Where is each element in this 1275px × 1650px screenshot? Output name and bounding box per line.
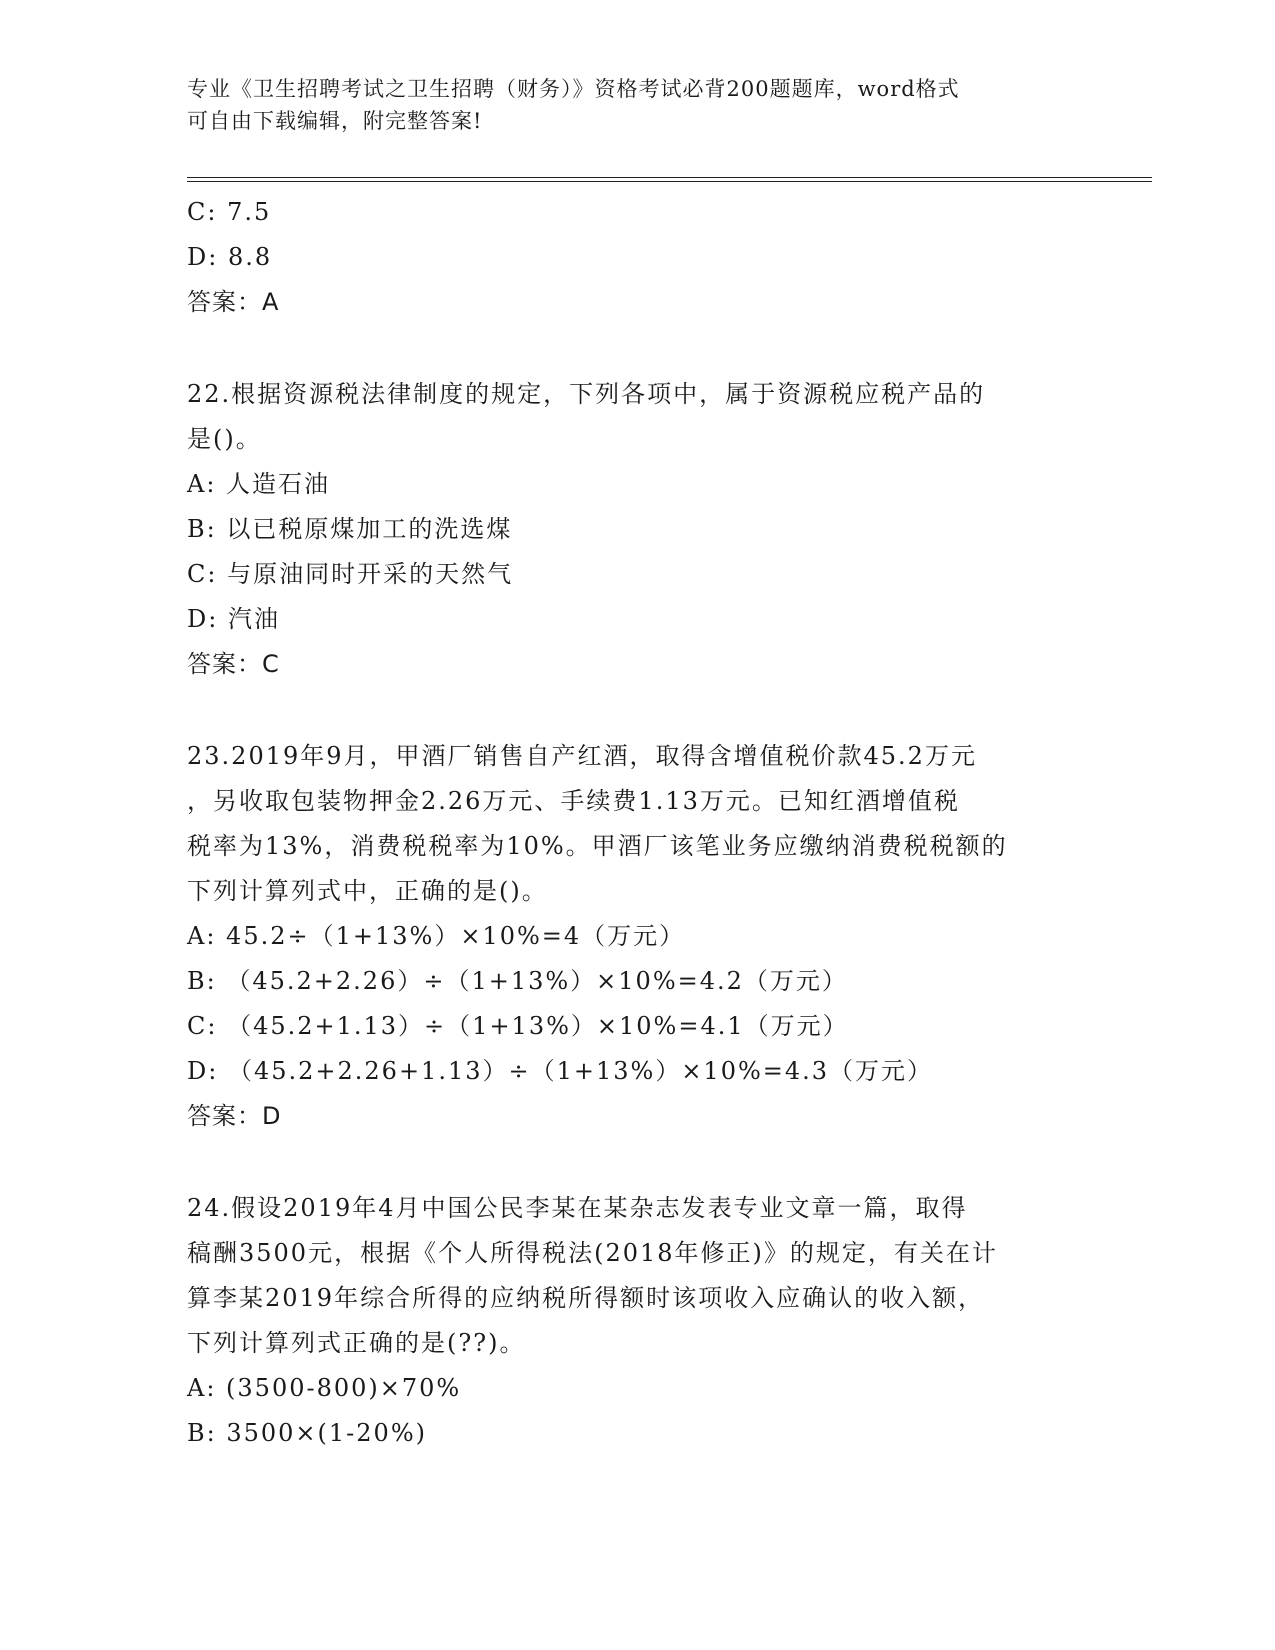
answer-line: 答案：A bbox=[187, 288, 280, 316]
question-stem-line: 24.假设2019年4月中国公民李某在某杂志发表专业文章一篇，取得 bbox=[187, 1194, 968, 1222]
question-stem-line: 稿酬3500元，根据《个人所得税法(2018年修正)》的规定，有关在计 bbox=[187, 1239, 998, 1267]
question-stem-line: 22.根据资源税法律制度的规定，下列各项中，属于资源税应税产品的 bbox=[187, 380, 986, 408]
question-stem-line: 是()。 bbox=[187, 425, 262, 453]
option-b: B: 以已税原煤加工的洗选煤 bbox=[187, 515, 513, 543]
header-divider-bottom bbox=[187, 181, 1152, 182]
option-a: A: (3500-800)×70% bbox=[187, 1374, 462, 1402]
header-line-1: 专业《卫生招聘考试之卫生招聘（财务）》资格考试必背200题题库，word格式 bbox=[187, 77, 960, 101]
option-c: C: （45.2+1.13）÷（1+13%）×10%=4.1（万元） bbox=[187, 1012, 849, 1040]
question-23 bbox=[187, 734, 1087, 1139]
question-24 bbox=[187, 1186, 1087, 1456]
header-divider-top bbox=[187, 177, 1152, 178]
option-b: B: 3500×(1-20%) bbox=[187, 1419, 427, 1447]
option-b: B: （45.2+2.26）÷（1+13%）×10%=4.2（万元） bbox=[187, 967, 848, 995]
question-stem-line: 算李某2019年综合所得的应纳税所得额时该项收入应确认的收入额， bbox=[187, 1284, 985, 1312]
header-line-2: 可自由下载编辑，附完整答案! bbox=[187, 109, 483, 133]
option-d: D: 8.8 bbox=[187, 243, 273, 271]
answer-line: 答案：C bbox=[187, 650, 280, 678]
option-c: C: 7.5 bbox=[187, 198, 272, 226]
question-stem-line: 23.2019年9月，甲酒厂销售自产红酒，取得含增值税价款45.2万元 bbox=[187, 742, 977, 770]
option-c: C: 与原油同时开采的天然气 bbox=[187, 560, 514, 588]
answer-line: 答案：D bbox=[187, 1102, 282, 1130]
question-stem-line: 下列计算列式正确的是(??)。 bbox=[187, 1329, 526, 1357]
document-header bbox=[187, 73, 1087, 137]
question-22 bbox=[187, 372, 1087, 687]
question-stem-line: ，另收取包装物押金2.26万元、手续费1.13万元。已知红酒增值税 bbox=[187, 787, 960, 815]
question-stem-line: 税率为13%，消费税税率为10%。甲酒厂该笔业务应缴纳消费税税额的 bbox=[187, 832, 1008, 860]
option-a: A: 人造石油 bbox=[187, 470, 331, 498]
question-stem-line: 下列计算列式中，正确的是()。 bbox=[187, 877, 548, 905]
option-d: D: 汽油 bbox=[187, 605, 280, 633]
option-d: D: （45.2+2.26+1.13）÷（1+13%）×10%=4.3（万元） bbox=[187, 1057, 934, 1085]
option-a: A: 45.2÷（1+13%）×10%=4（万元） bbox=[187, 922, 686, 950]
question-content bbox=[187, 190, 1087, 1456]
